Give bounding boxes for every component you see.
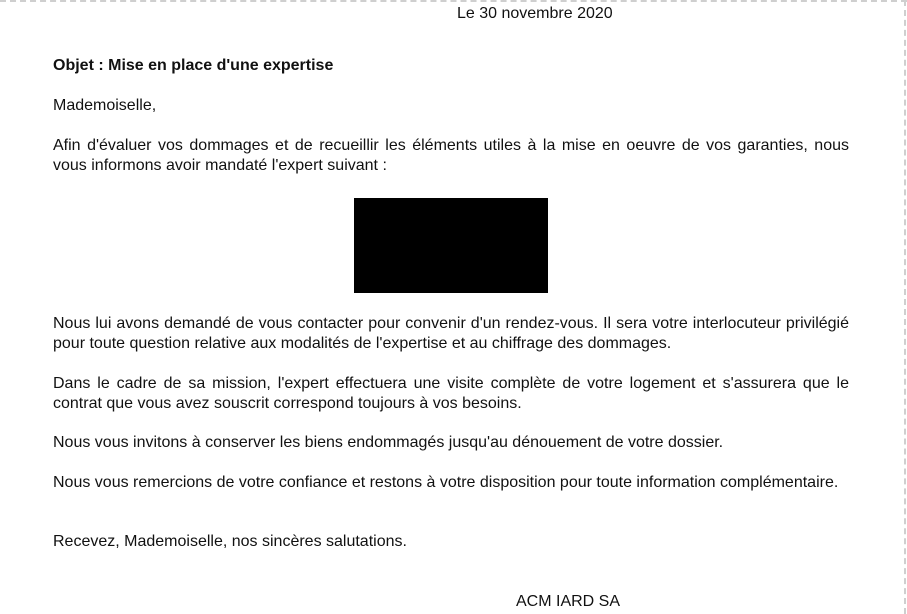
paragraph-expert-mandate: Afin d'évaluer vos dommages et de recueillir les éléments utiles à la mise en oeuvre de vos garanties, nous vous informons avoir mandaté l'expert suivant : bbox=[53, 137, 849, 174]
paragraph-thanks: Nous vous remercions de votre confiance et restons à votre disposition pour toute information complémentaire. bbox=[53, 474, 839, 491]
redacted-expert-details bbox=[354, 198, 548, 293]
letter-greeting: Mademoiselle, bbox=[53, 97, 157, 114]
paragraph-mission: Dans le cadre de sa mission, l'expert effectuera une visite complète de votre logement et s'assurera que le contrat que vous avez souscrit correspond toujours à vos besoins. bbox=[53, 375, 849, 412]
letter-signatory: ACM IARD SA bbox=[516, 593, 621, 610]
letter-subject: Objet : Mise en place d'une expertise bbox=[53, 57, 334, 74]
paragraph-contact: Nous lui avons demandé de vous contacter pour convenir d'un rendez-vous. Il sera votre interlocuteur privilégié pour toute question relative aux modalités de l'expertise et au chiffrage des dommages. bbox=[53, 315, 849, 352]
letter-date: Le 30 novembre 2020 bbox=[457, 5, 613, 22]
paragraph-keep-goods: Nous vous invitons à conserver les biens endommagés jusqu'au dénouement de votre dossier. bbox=[53, 434, 724, 451]
paragraph-closing: Recevez, Mademoiselle, nos sincères salutations. bbox=[53, 533, 407, 550]
page-right-border bbox=[904, 0, 906, 614]
page-top-border bbox=[0, 0, 907, 2]
